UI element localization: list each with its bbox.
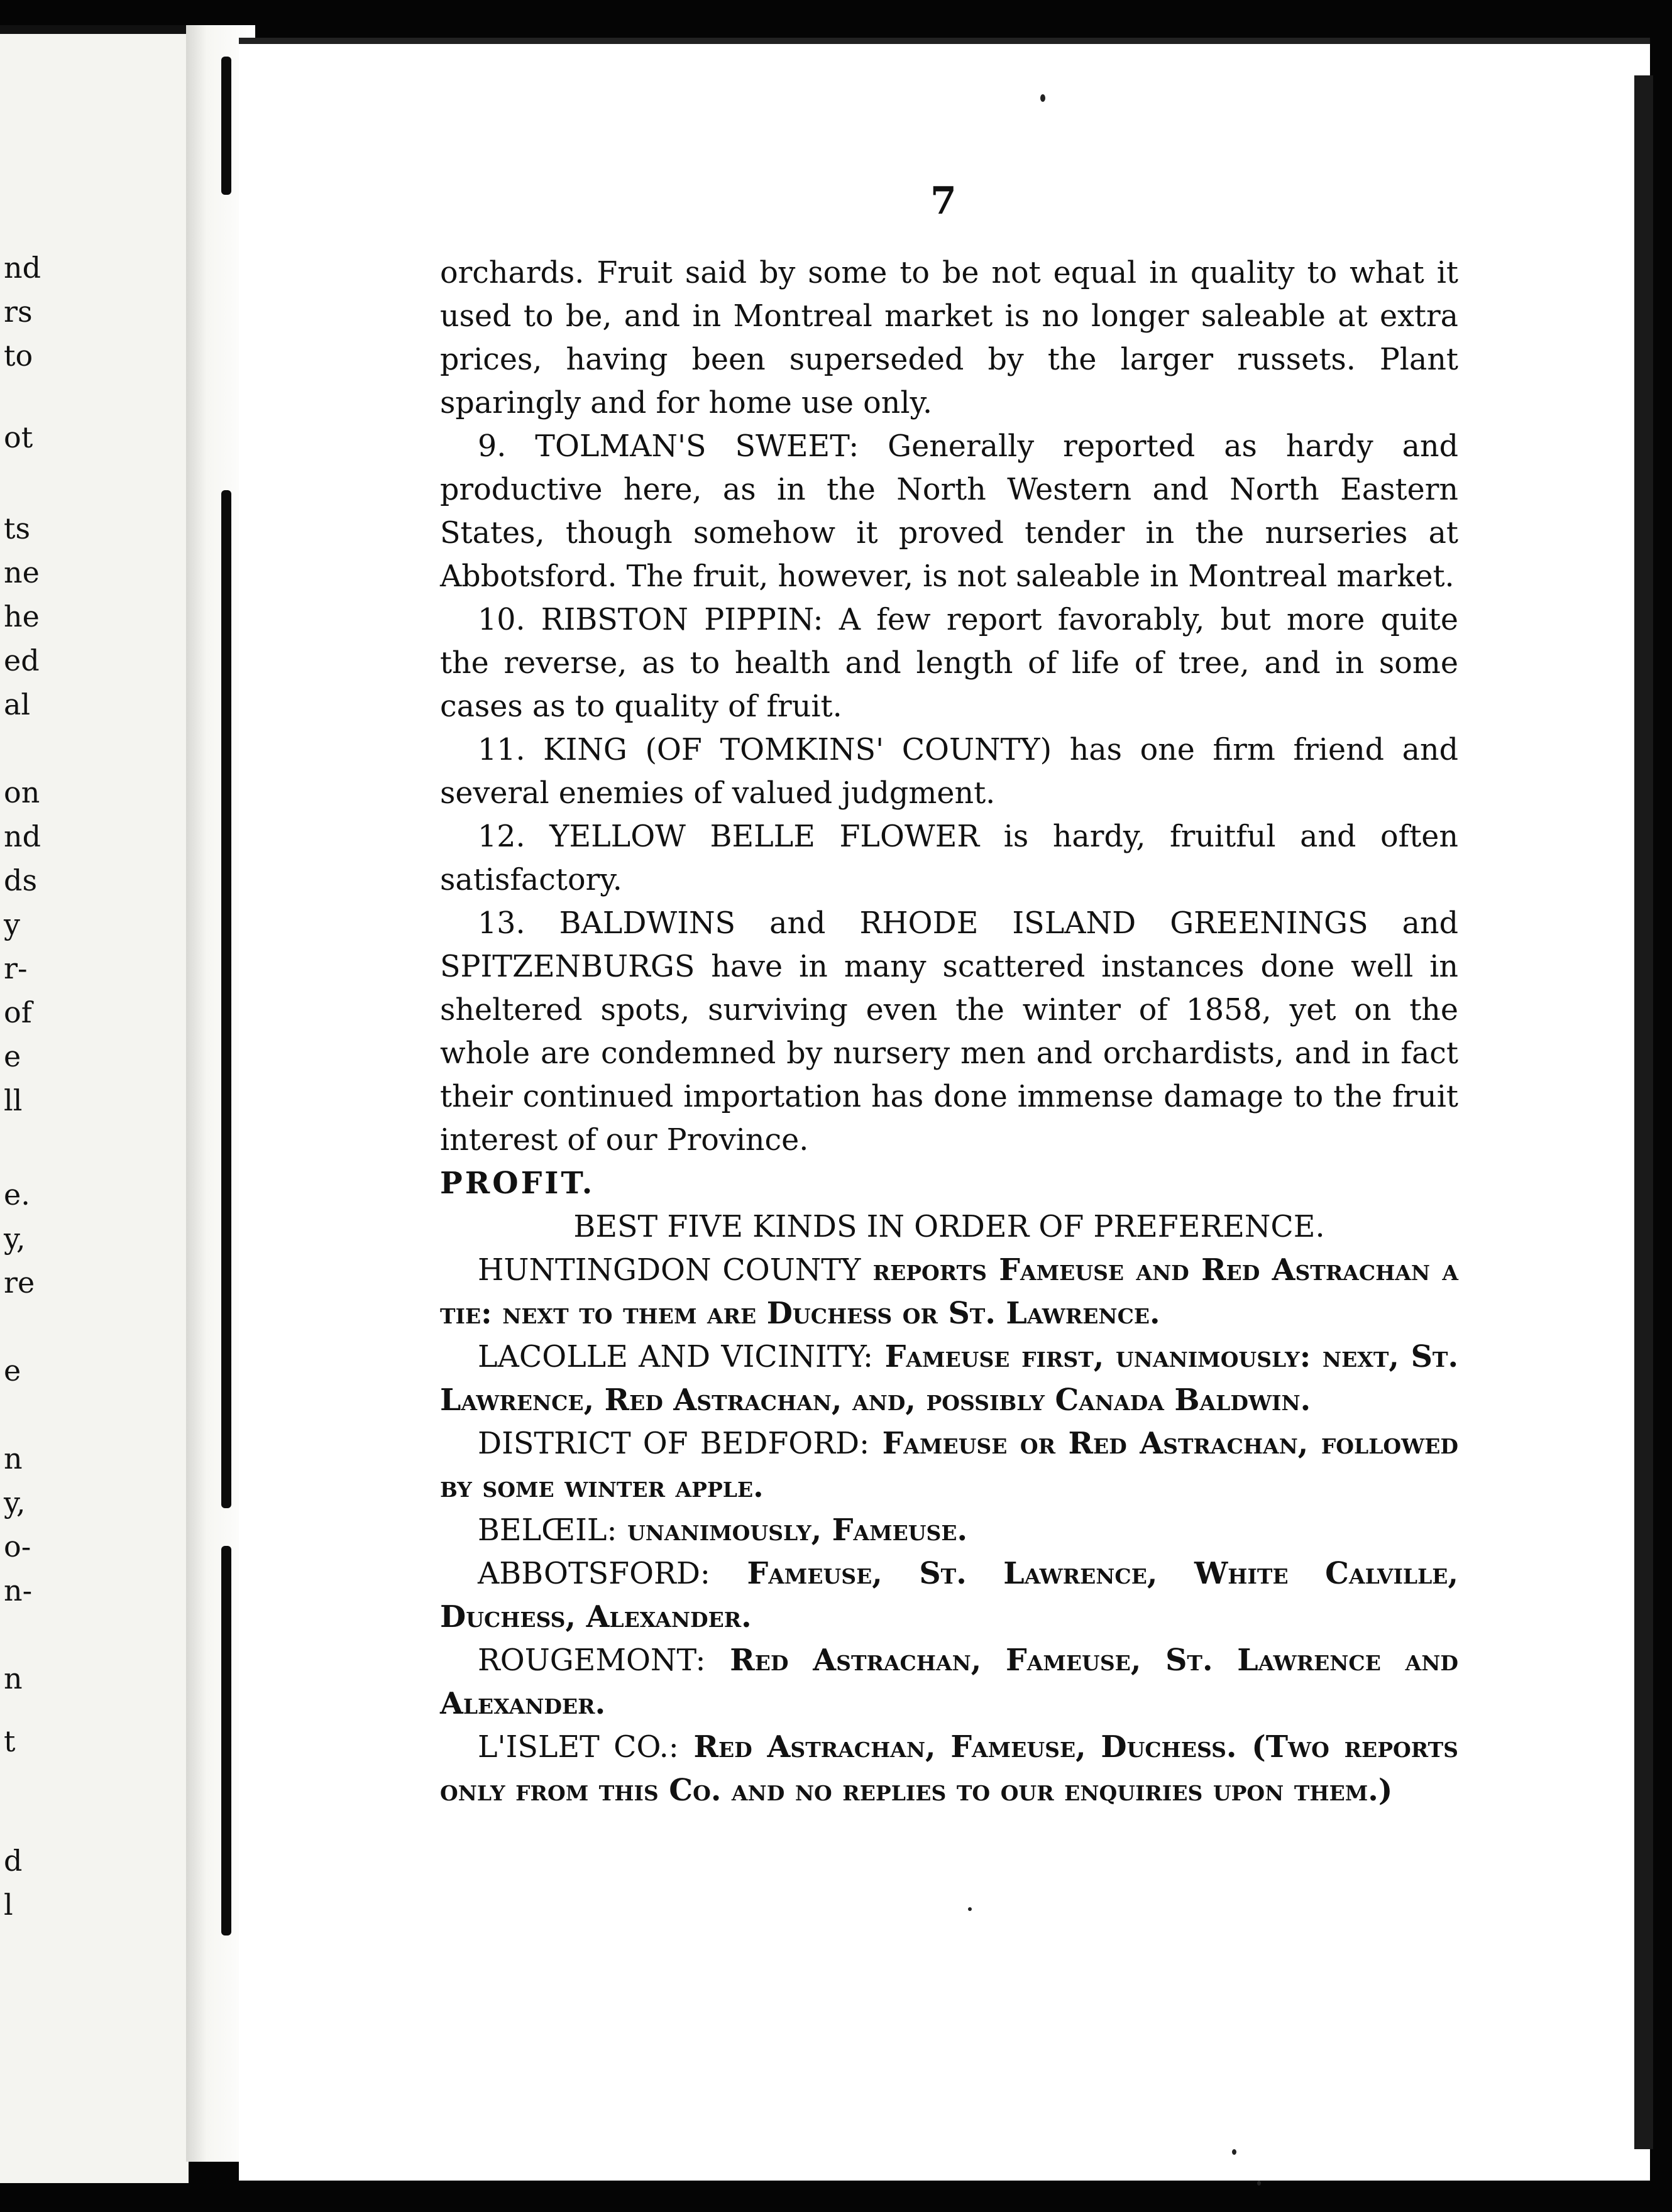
left-fragment: e.	[4, 1178, 30, 1212]
page-body	[440, 251, 1458, 1812]
entry-huntingdon	[440, 1249, 1458, 1335]
paragraph-ribston-pippin: 10. RIBSTON PIPPIN: A few report favorably, but more quite the reverse, as to health and length of life of tree, and in some cases as to quality of fruit.	[440, 603, 1458, 724]
left-fragment: nd	[4, 819, 41, 853]
paragraph-baldwins: 13. BALDWINS and RHODE ISLAND GREENINGS and SPITZENBURGS have in many scattered instances done well in sheltered spots, surviving even the winter of 1858, yet on the whole are condemned by nursery men and orchardists, and in fact their continued importation has done immense damage to the fruit interest of our Province.	[440, 906, 1458, 1158]
binding-stitch	[221, 57, 231, 195]
left-fragment: n	[4, 1662, 23, 1695]
scan-speck	[1040, 94, 1045, 102]
left-fragment: al	[4, 687, 31, 721]
left-fragment: ll	[4, 1083, 23, 1117]
entry-text: Fameuse, St. Lawrence, White Calville, Duchess, Alexander.	[440, 1556, 1458, 1634]
entry-text: unanimously, Fameuse.	[617, 1513, 968, 1548]
left-fragment: o-	[4, 1530, 31, 1563]
scan-speck	[1232, 2149, 1236, 2155]
entry-rougemont	[440, 1639, 1458, 1726]
entry-beloeil	[440, 1509, 1458, 1552]
entry-text: Fameuse or Red Astrachan, followed by some winter apple.	[440, 1426, 1458, 1504]
left-fragment: on	[4, 775, 40, 809]
left-fragment: e	[4, 1039, 21, 1073]
left-fragment: r-	[4, 951, 28, 985]
left-fragment: ot	[4, 420, 33, 454]
page-edge-shadow	[1634, 75, 1653, 2149]
paragraph-orchards: orchards. Fruit said by some to be not equal in quality to what it used to be, and in Montreal market is no longer saleable at extra prices, having been superseded by the larger russets. Plant sparingly and for home use only.	[440, 256, 1458, 420]
left-facing-page	[0, 25, 189, 2183]
left-fragment: he	[4, 600, 40, 633]
left-fragment: e	[4, 1354, 21, 1388]
entry-place: HUNTINGDON COUNTY	[478, 1253, 861, 1288]
section-subheading: BEST FIVE KINDS IN ORDER OF PREFERENCE.	[573, 1210, 1325, 1244]
entry-place: LACOLLE AND VICINITY:	[478, 1340, 873, 1374]
entry-lacolle	[440, 1335, 1458, 1422]
left-fragment: n-	[4, 1574, 33, 1607]
entry-abbotsford	[440, 1552, 1458, 1639]
paragraph-yellow-belle-flower: 12. YELLOW BELLE FLOWER is hardy, fruitful and often satisfactory.	[440, 819, 1458, 897]
entry-place: BELŒIL:	[478, 1513, 617, 1548]
page-number: 7	[930, 179, 957, 223]
section-heading-profit: PROFIT.	[440, 1166, 595, 1201]
left-fragment: d	[4, 1844, 23, 1878]
left-fragment: y	[4, 907, 20, 941]
paragraph-tolmans-sweet: 9. TOLMAN'S SWEET: Generally reported as hardy and productive here, as in the North Western and North Eastern States, though somehow it proved tender in the nurseries at Abbotsford. The fruit, however, is not saleable in Montreal market.	[440, 429, 1458, 594]
entry-text: reports Fameuse and Red Astrachan a tie: next to them are Duchess or St. Lawrence.	[440, 1252, 1458, 1331]
left-fragment: re	[4, 1266, 35, 1300]
left-fragment: ed	[4, 643, 40, 677]
left-fragment: l	[4, 1888, 13, 1922]
entry-place: L'ISLET CO.:	[478, 1730, 679, 1765]
left-fragment: t	[4, 1724, 16, 1758]
left-fragment: y,	[4, 1486, 26, 1519]
left-fragment: n	[4, 1442, 23, 1476]
entry-text: Fameuse first, unanimously: next, St. Lawrence, Red Astrachan, and, possibly Canada Baldwin.	[440, 1339, 1458, 1418]
entry-lislet	[440, 1726, 1458, 1812]
left-fragment: ts	[4, 512, 31, 545]
scan-speck	[968, 1907, 972, 1911]
entry-text: Red Astrachan, Fameuse, Duchess. (Two reports only from this Co. and no replies to our enquiries upon them.)	[440, 1729, 1458, 1808]
entry-place: DISTRICT OF BEDFORD:	[478, 1426, 870, 1461]
left-fragment: of	[4, 995, 32, 1029]
left-fragment: ds	[4, 863, 38, 897]
entry-place: ABBOTSFORD:	[478, 1557, 710, 1591]
binding-stitch	[221, 490, 231, 1508]
left-fragment: nd	[4, 251, 41, 285]
left-fragment: to	[4, 339, 33, 373]
entry-bedford	[440, 1422, 1458, 1509]
entry-text: Red Astrachan, Fameuse, St. Lawrence and Alexander.	[440, 1643, 1458, 1721]
scan-speck	[1257, 2181, 1261, 2186]
entry-place: ROUGEMONT:	[478, 1643, 706, 1678]
left-fragment: ne	[4, 556, 40, 589]
left-fragment: rs	[4, 295, 33, 329]
binding-stitch	[221, 1546, 231, 1936]
left-fragment: y,	[4, 1222, 26, 1256]
paragraph-king: 11. KING (OF TOMKINS' COUNTY) has one firm friend and several enemies of valued judgment.	[440, 733, 1458, 811]
